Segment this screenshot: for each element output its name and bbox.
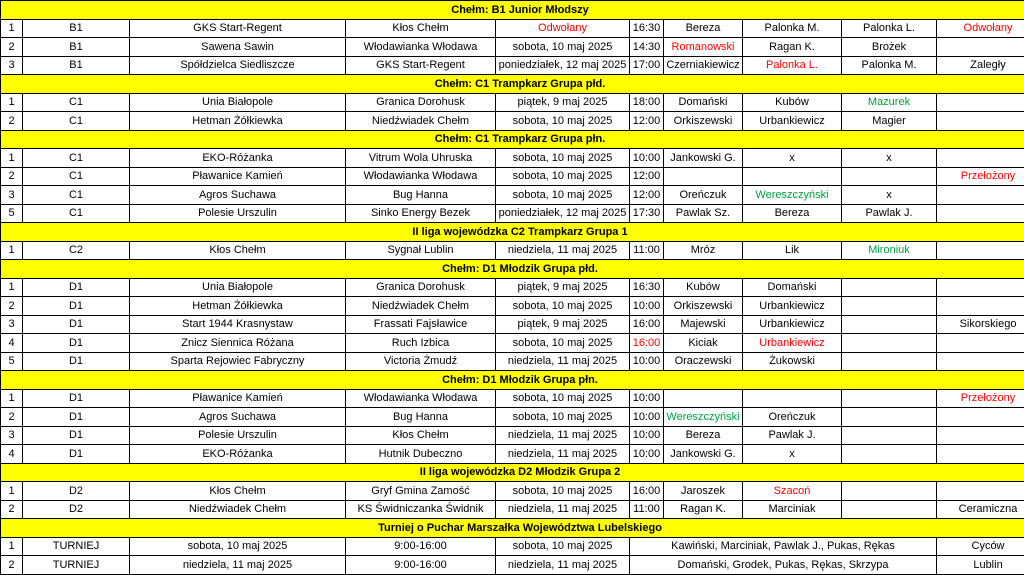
home-team-cell: Pławanice Kamień <box>130 167 346 186</box>
table-row <box>1 149 1024 168</box>
away-team-cell: Ruch Izbica <box>346 334 496 353</box>
referee-1-cell <box>664 167 743 186</box>
referee-3-cell: Magier <box>842 112 937 131</box>
category-cell: C1 <box>23 167 130 186</box>
table-row <box>1 93 1024 112</box>
kickoff-time-cell: 10:00 <box>630 426 664 445</box>
note-cell <box>937 426 1024 445</box>
match-date-cell: sobota, 10 maj 2025 <box>496 38 630 57</box>
table-row <box>1 389 1024 408</box>
match-date-cell: sobota, 10 maj 2025 <box>496 334 630 353</box>
match-date-cell: sobota, 10 maj 2025 <box>496 408 630 427</box>
note-cell: Sikorskiego <box>937 315 1024 334</box>
referee-1-cell: Kubów <box>664 278 743 297</box>
schedule-body <box>1 1 1024 575</box>
match-date-cell: poniedziałek, 12 maj 2025 <box>496 204 630 223</box>
home-team-cell: Sparta Rejowiec Fabryczny <box>130 352 346 371</box>
row-number: 2 <box>1 297 23 316</box>
table-row <box>1 556 1024 575</box>
note-cell <box>937 408 1024 427</box>
row-number: 2 <box>1 556 23 575</box>
referee-3-cell: Mironiuk <box>842 241 937 260</box>
away-team-cell: Włodawianka Włodawa <box>346 389 496 408</box>
note-cell: Lublin <box>937 556 1024 575</box>
category-cell: C1 <box>23 149 130 168</box>
table-row <box>1 500 1024 519</box>
away-team-cell: Granica Dorohusk <box>346 93 496 112</box>
referee-3-cell: Brożek <box>842 38 937 57</box>
home-team-cell: Unia Białopole <box>130 93 346 112</box>
kickoff-time-cell: 16:00 <box>630 482 664 501</box>
kickoff-time-cell: 17:30 <box>630 204 664 223</box>
home-team-cell: Znicz Siennica Różana <box>130 334 346 353</box>
home-team-cell: niedziela, 11 maj 2025 <box>130 556 346 575</box>
row-number: 1 <box>1 93 23 112</box>
referee-3-cell <box>842 408 937 427</box>
row-number: 3 <box>1 315 23 334</box>
referee-3-cell: Palonka M. <box>842 56 937 75</box>
referee-3-cell <box>842 334 937 353</box>
away-team-cell: Bug Hanna <box>346 186 496 205</box>
section-title: II liga wojewódzka D2 Młodzik Grupa 2 <box>1 463 1024 482</box>
category-cell: C1 <box>23 186 130 205</box>
referee-2-cell: Domański <box>743 278 842 297</box>
home-team-cell: Spółdzielca Siedliszcze <box>130 56 346 75</box>
category-cell: B1 <box>23 56 130 75</box>
match-date-cell: niedziela, 11 maj 2025 <box>496 556 630 575</box>
table-row <box>1 112 1024 131</box>
referee-1-cell: Bereza <box>664 426 743 445</box>
referee-1-cell: Domański <box>664 93 743 112</box>
away-team-cell: Niedźwiadek Chełm <box>346 297 496 316</box>
referees-cell: Domański, Grodek, Pukas, Rękas, Skrzypa <box>630 556 937 575</box>
category-cell: C1 <box>23 93 130 112</box>
category-cell: D1 <box>23 445 130 464</box>
table-row <box>1 186 1024 205</box>
kickoff-time-cell: 18:00 <box>630 93 664 112</box>
kickoff-time-cell: 10:00 <box>630 297 664 316</box>
kickoff-time-cell: 14:30 <box>630 38 664 57</box>
note-cell <box>937 352 1024 371</box>
kickoff-time-cell: 12:00 <box>630 112 664 131</box>
referee-2-cell: Palonka M. <box>743 19 842 38</box>
referee-3-cell <box>842 315 937 334</box>
category-cell: D2 <box>23 500 130 519</box>
referee-2-cell: Bereza <box>743 204 842 223</box>
referee-1-cell: Pawlak Sz. <box>664 204 743 223</box>
table-row <box>1 537 1024 556</box>
home-team-cell: GKS Start-Regent <box>130 19 346 38</box>
table-row <box>1 241 1024 260</box>
referee-2-cell: Palonka L. <box>743 56 842 75</box>
away-team-cell: GKS Start-Regent <box>346 56 496 75</box>
section-header <box>1 1 1024 20</box>
section-header <box>1 463 1024 482</box>
referee-2-cell: Pawlak J. <box>743 426 842 445</box>
referee-2-cell: Kubów <box>743 93 842 112</box>
away-team-cell: Gryf Gmina Zamość <box>346 482 496 501</box>
referee-1-cell: Kiciak <box>664 334 743 353</box>
referee-3-cell: x <box>842 186 937 205</box>
match-date-cell: sobota, 10 maj 2025 <box>496 112 630 131</box>
category-cell: D1 <box>23 426 130 445</box>
table-row <box>1 38 1024 57</box>
referee-1-cell: Jankowski G. <box>664 149 743 168</box>
note-cell <box>937 334 1024 353</box>
row-number: 1 <box>1 241 23 260</box>
away-team-cell: Kłos Chełm <box>346 19 496 38</box>
away-team-cell: Sinko Energy Bezek <box>346 204 496 223</box>
referee-2-cell: Urbankiewicz <box>743 334 842 353</box>
away-team-cell: KS Świdniczanka Świdnik <box>346 500 496 519</box>
section-title: II liga wojewódzka C2 Trampkarz Grupa 1 <box>1 223 1024 242</box>
referee-3-cell <box>842 278 937 297</box>
home-team-cell: Agros Suchawa <box>130 186 346 205</box>
referees-cell: Kawiński, Marciniak, Pawlak J., Pukas, Rękas <box>630 537 937 556</box>
category-cell: D1 <box>23 334 130 353</box>
match-date-cell: niedziela, 11 maj 2025 <box>496 500 630 519</box>
row-number: 2 <box>1 500 23 519</box>
row-number: 1 <box>1 537 23 556</box>
kickoff-time-cell: 11:00 <box>630 241 664 260</box>
home-team-cell: Polesie Urszulin <box>130 204 346 223</box>
kickoff-time-cell: 10:00 <box>630 445 664 464</box>
home-team-cell: Unia Białopole <box>130 278 346 297</box>
referee-3-cell <box>842 482 937 501</box>
referee-1-cell: Bereza <box>664 19 743 38</box>
referee-2-cell: Oreńczuk <box>743 408 842 427</box>
category-cell: D1 <box>23 297 130 316</box>
note-cell: Przełożony <box>937 389 1024 408</box>
referee-1-cell <box>664 389 743 408</box>
kickoff-time-cell: 16:30 <box>630 278 664 297</box>
row-number: 4 <box>1 334 23 353</box>
kickoff-time-cell: 11:00 <box>630 500 664 519</box>
row-number: 4 <box>1 445 23 464</box>
away-team-cell: Włodawianka Włodawa <box>346 38 496 57</box>
referee-1-cell: Oreńczuk <box>664 186 743 205</box>
category-cell: D1 <box>23 408 130 427</box>
table-row <box>1 445 1024 464</box>
home-team-cell: Hetman Żółkiewka <box>130 112 346 131</box>
kickoff-time-cell: 12:00 <box>630 186 664 205</box>
note-cell: Przełożony <box>937 167 1024 186</box>
away-team-cell: Kłos Chełm <box>346 426 496 445</box>
section-title: Chełm: D1 Młodzik Grupa płn. <box>1 371 1024 390</box>
row-number: 1 <box>1 389 23 408</box>
referee-3-cell: Mazurek <box>842 93 937 112</box>
referee-3-cell <box>842 445 937 464</box>
row-number: 1 <box>1 19 23 38</box>
referee-2-cell: Ragan K. <box>743 38 842 57</box>
note-cell <box>937 149 1024 168</box>
home-team-cell: Pławanice Kamień <box>130 389 346 408</box>
home-team-cell: EKO-Różanka <box>130 445 346 464</box>
referee-1-cell: Orkiszewski <box>664 297 743 316</box>
table-row <box>1 482 1024 501</box>
referee-3-cell <box>842 426 937 445</box>
note-cell <box>937 38 1024 57</box>
away-team-cell: Victoria Żmudź <box>346 352 496 371</box>
referee-3-cell: Palonka L. <box>842 19 937 38</box>
section-header <box>1 260 1024 279</box>
table-row <box>1 334 1024 353</box>
row-number: 2 <box>1 38 23 57</box>
kickoff-time-cell: 17:00 <box>630 56 664 75</box>
home-team-cell: Start 1944 Krasnystaw <box>130 315 346 334</box>
match-date-cell: sobota, 10 maj 2025 <box>496 297 630 316</box>
note-cell <box>937 241 1024 260</box>
home-team-cell: Kłos Chełm <box>130 482 346 501</box>
category-cell: C2 <box>23 241 130 260</box>
referee-2-cell: Marciniak <box>743 500 842 519</box>
away-team-cell: Vitrum Wola Uhruska <box>346 149 496 168</box>
referee-1-cell: Majewski <box>664 315 743 334</box>
match-date-cell: Odwołany <box>496 19 630 38</box>
table-row <box>1 352 1024 371</box>
referee-3-cell <box>842 500 937 519</box>
match-date-cell: piątek, 9 maj 2025 <box>496 278 630 297</box>
section-header <box>1 371 1024 390</box>
referee-2-cell: Urbankiewicz <box>743 315 842 334</box>
note-cell <box>937 482 1024 501</box>
home-team-cell: Hetman Żółkiewka <box>130 297 346 316</box>
match-date-cell: poniedziałek, 12 maj 2025 <box>496 56 630 75</box>
referee-1-cell: Orkiszewski <box>664 112 743 131</box>
section-title: Chełm: C1 Trampkarz Grupa płn. <box>1 130 1024 149</box>
note-cell <box>937 93 1024 112</box>
note-cell <box>937 445 1024 464</box>
row-number: 1 <box>1 149 23 168</box>
away-team-cell: Włodawianka Włodawa <box>346 167 496 186</box>
referee-2-cell: Wereszczyński <box>743 186 842 205</box>
home-team-cell: Sawena Sawin <box>130 38 346 57</box>
table-row <box>1 297 1024 316</box>
referee-1-cell: Wereszczyński <box>664 408 743 427</box>
home-team-cell: EKO-Różanka <box>130 149 346 168</box>
away-team-cell: 9:00-16:00 <box>346 537 496 556</box>
row-number: 1 <box>1 278 23 297</box>
category-cell: D1 <box>23 278 130 297</box>
referee-1-cell: Romanowski <box>664 38 743 57</box>
referee-2-cell: Szacoń <box>743 482 842 501</box>
match-date-cell: piątek, 9 maj 2025 <box>496 93 630 112</box>
referee-3-cell: x <box>842 149 937 168</box>
referee-2-cell: Żukowski <box>743 352 842 371</box>
away-team-cell: Sygnał Lublin <box>346 241 496 260</box>
home-team-cell: Polesie Urszulin <box>130 426 346 445</box>
note-cell: Ceramiczna <box>937 500 1024 519</box>
table-row <box>1 56 1024 75</box>
section-header <box>1 130 1024 149</box>
note-cell <box>937 112 1024 131</box>
table-row <box>1 408 1024 427</box>
table-row <box>1 278 1024 297</box>
away-team-cell: Granica Dorohusk <box>346 278 496 297</box>
category-cell: D1 <box>23 315 130 334</box>
referee-1-cell: Jankowski G. <box>664 445 743 464</box>
section-title: Turniej o Puchar Marszałka Województwa Lubelskiego <box>1 519 1024 538</box>
match-date-cell: niedziela, 11 maj 2025 <box>496 445 630 464</box>
category-cell: C1 <box>23 204 130 223</box>
referee-2-cell: x <box>743 445 842 464</box>
referee-3-cell <box>842 389 937 408</box>
match-date-cell: sobota, 10 maj 2025 <box>496 186 630 205</box>
note-cell <box>937 204 1024 223</box>
kickoff-time-cell: 10:00 <box>630 408 664 427</box>
category-cell: C1 <box>23 112 130 131</box>
category-cell: D1 <box>23 352 130 371</box>
referee-1-cell: Jaroszek <box>664 482 743 501</box>
row-number: 2 <box>1 167 23 186</box>
match-date-cell: sobota, 10 maj 2025 <box>496 482 630 501</box>
row-number: 3 <box>1 186 23 205</box>
home-team-cell: sobota, 10 maj 2025 <box>130 537 346 556</box>
referee-3-cell <box>842 297 937 316</box>
kickoff-time-cell: 12:00 <box>630 167 664 186</box>
section-header <box>1 223 1024 242</box>
note-cell <box>937 186 1024 205</box>
kickoff-time-cell: 16:00 <box>630 315 664 334</box>
referee-2-cell: Urbankiewicz <box>743 297 842 316</box>
away-team-cell: Frassati Fajsławice <box>346 315 496 334</box>
category-cell: D2 <box>23 482 130 501</box>
match-date-cell: piątek, 9 maj 2025 <box>496 315 630 334</box>
home-team-cell: Kłos Chełm <box>130 241 346 260</box>
kickoff-time-cell: 16:00 <box>630 334 664 353</box>
referee-2-cell: Urbankiewicz <box>743 112 842 131</box>
match-date-cell: niedziela, 11 maj 2025 <box>496 352 630 371</box>
away-team-cell: 9:00-16:00 <box>346 556 496 575</box>
category-cell: B1 <box>23 19 130 38</box>
row-number: 3 <box>1 56 23 75</box>
home-team-cell: Agros Suchawa <box>130 408 346 427</box>
section-header <box>1 75 1024 94</box>
category-cell: B1 <box>23 38 130 57</box>
match-date-cell: sobota, 10 maj 2025 <box>496 149 630 168</box>
section-title: Chełm: B1 Junior Młodszy <box>1 1 1024 20</box>
away-team-cell: Hutnik Dubeczno <box>346 445 496 464</box>
match-date-cell: sobota, 10 maj 2025 <box>496 167 630 186</box>
category-cell: D1 <box>23 389 130 408</box>
referee-1-cell: Mróz <box>664 241 743 260</box>
note-cell: Cyców <box>937 537 1024 556</box>
row-number: 1 <box>1 482 23 501</box>
section-title: Chełm: D1 Młodzik Grupa płd. <box>1 260 1024 279</box>
referee-3-cell: Pawlak J. <box>842 204 937 223</box>
table-row <box>1 315 1024 334</box>
match-date-cell: sobota, 10 maj 2025 <box>496 389 630 408</box>
referee-3-cell <box>842 167 937 186</box>
referee-2-cell <box>743 389 842 408</box>
row-number: 3 <box>1 426 23 445</box>
referee-2-cell: x <box>743 149 842 168</box>
note-cell <box>937 278 1024 297</box>
note-cell: Odwołany <box>937 19 1024 38</box>
kickoff-time-cell: 10:00 <box>630 389 664 408</box>
note-cell <box>937 297 1024 316</box>
referee-3-cell <box>842 352 937 371</box>
referee-2-cell <box>743 167 842 186</box>
note-cell: Zaległy <box>937 56 1024 75</box>
home-team-cell: Niedźwiadek Chełm <box>130 500 346 519</box>
table-row <box>1 426 1024 445</box>
match-date-cell: sobota, 10 maj 2025 <box>496 537 630 556</box>
table-row <box>1 19 1024 38</box>
match-date-cell: niedziela, 11 maj 2025 <box>496 241 630 260</box>
row-number: 2 <box>1 408 23 427</box>
section-header <box>1 519 1024 538</box>
referee-1-cell: Oraczewski <box>664 352 743 371</box>
category-cell: TURNIEJ <box>23 537 130 556</box>
kickoff-time-cell: 10:00 <box>630 352 664 371</box>
row-number: 5 <box>1 204 23 223</box>
kickoff-time-cell: 16:30 <box>630 19 664 38</box>
away-team-cell: Bug Hanna <box>346 408 496 427</box>
row-number: 5 <box>1 352 23 371</box>
table-row <box>1 204 1024 223</box>
section-title: Chełm: C1 Trampkarz Grupa płd. <box>1 75 1024 94</box>
referee-2-cell: Lik <box>743 241 842 260</box>
match-date-cell: niedziela, 11 maj 2025 <box>496 426 630 445</box>
kickoff-time-cell: 10:00 <box>630 149 664 168</box>
category-cell: TURNIEJ <box>23 556 130 575</box>
table-row <box>1 167 1024 186</box>
row-number: 2 <box>1 112 23 131</box>
referee-1-cell: Ragan K. <box>664 500 743 519</box>
referee-1-cell: Czerniakiewicz <box>664 56 743 75</box>
away-team-cell: Niedźwiadek Chełm <box>346 112 496 131</box>
